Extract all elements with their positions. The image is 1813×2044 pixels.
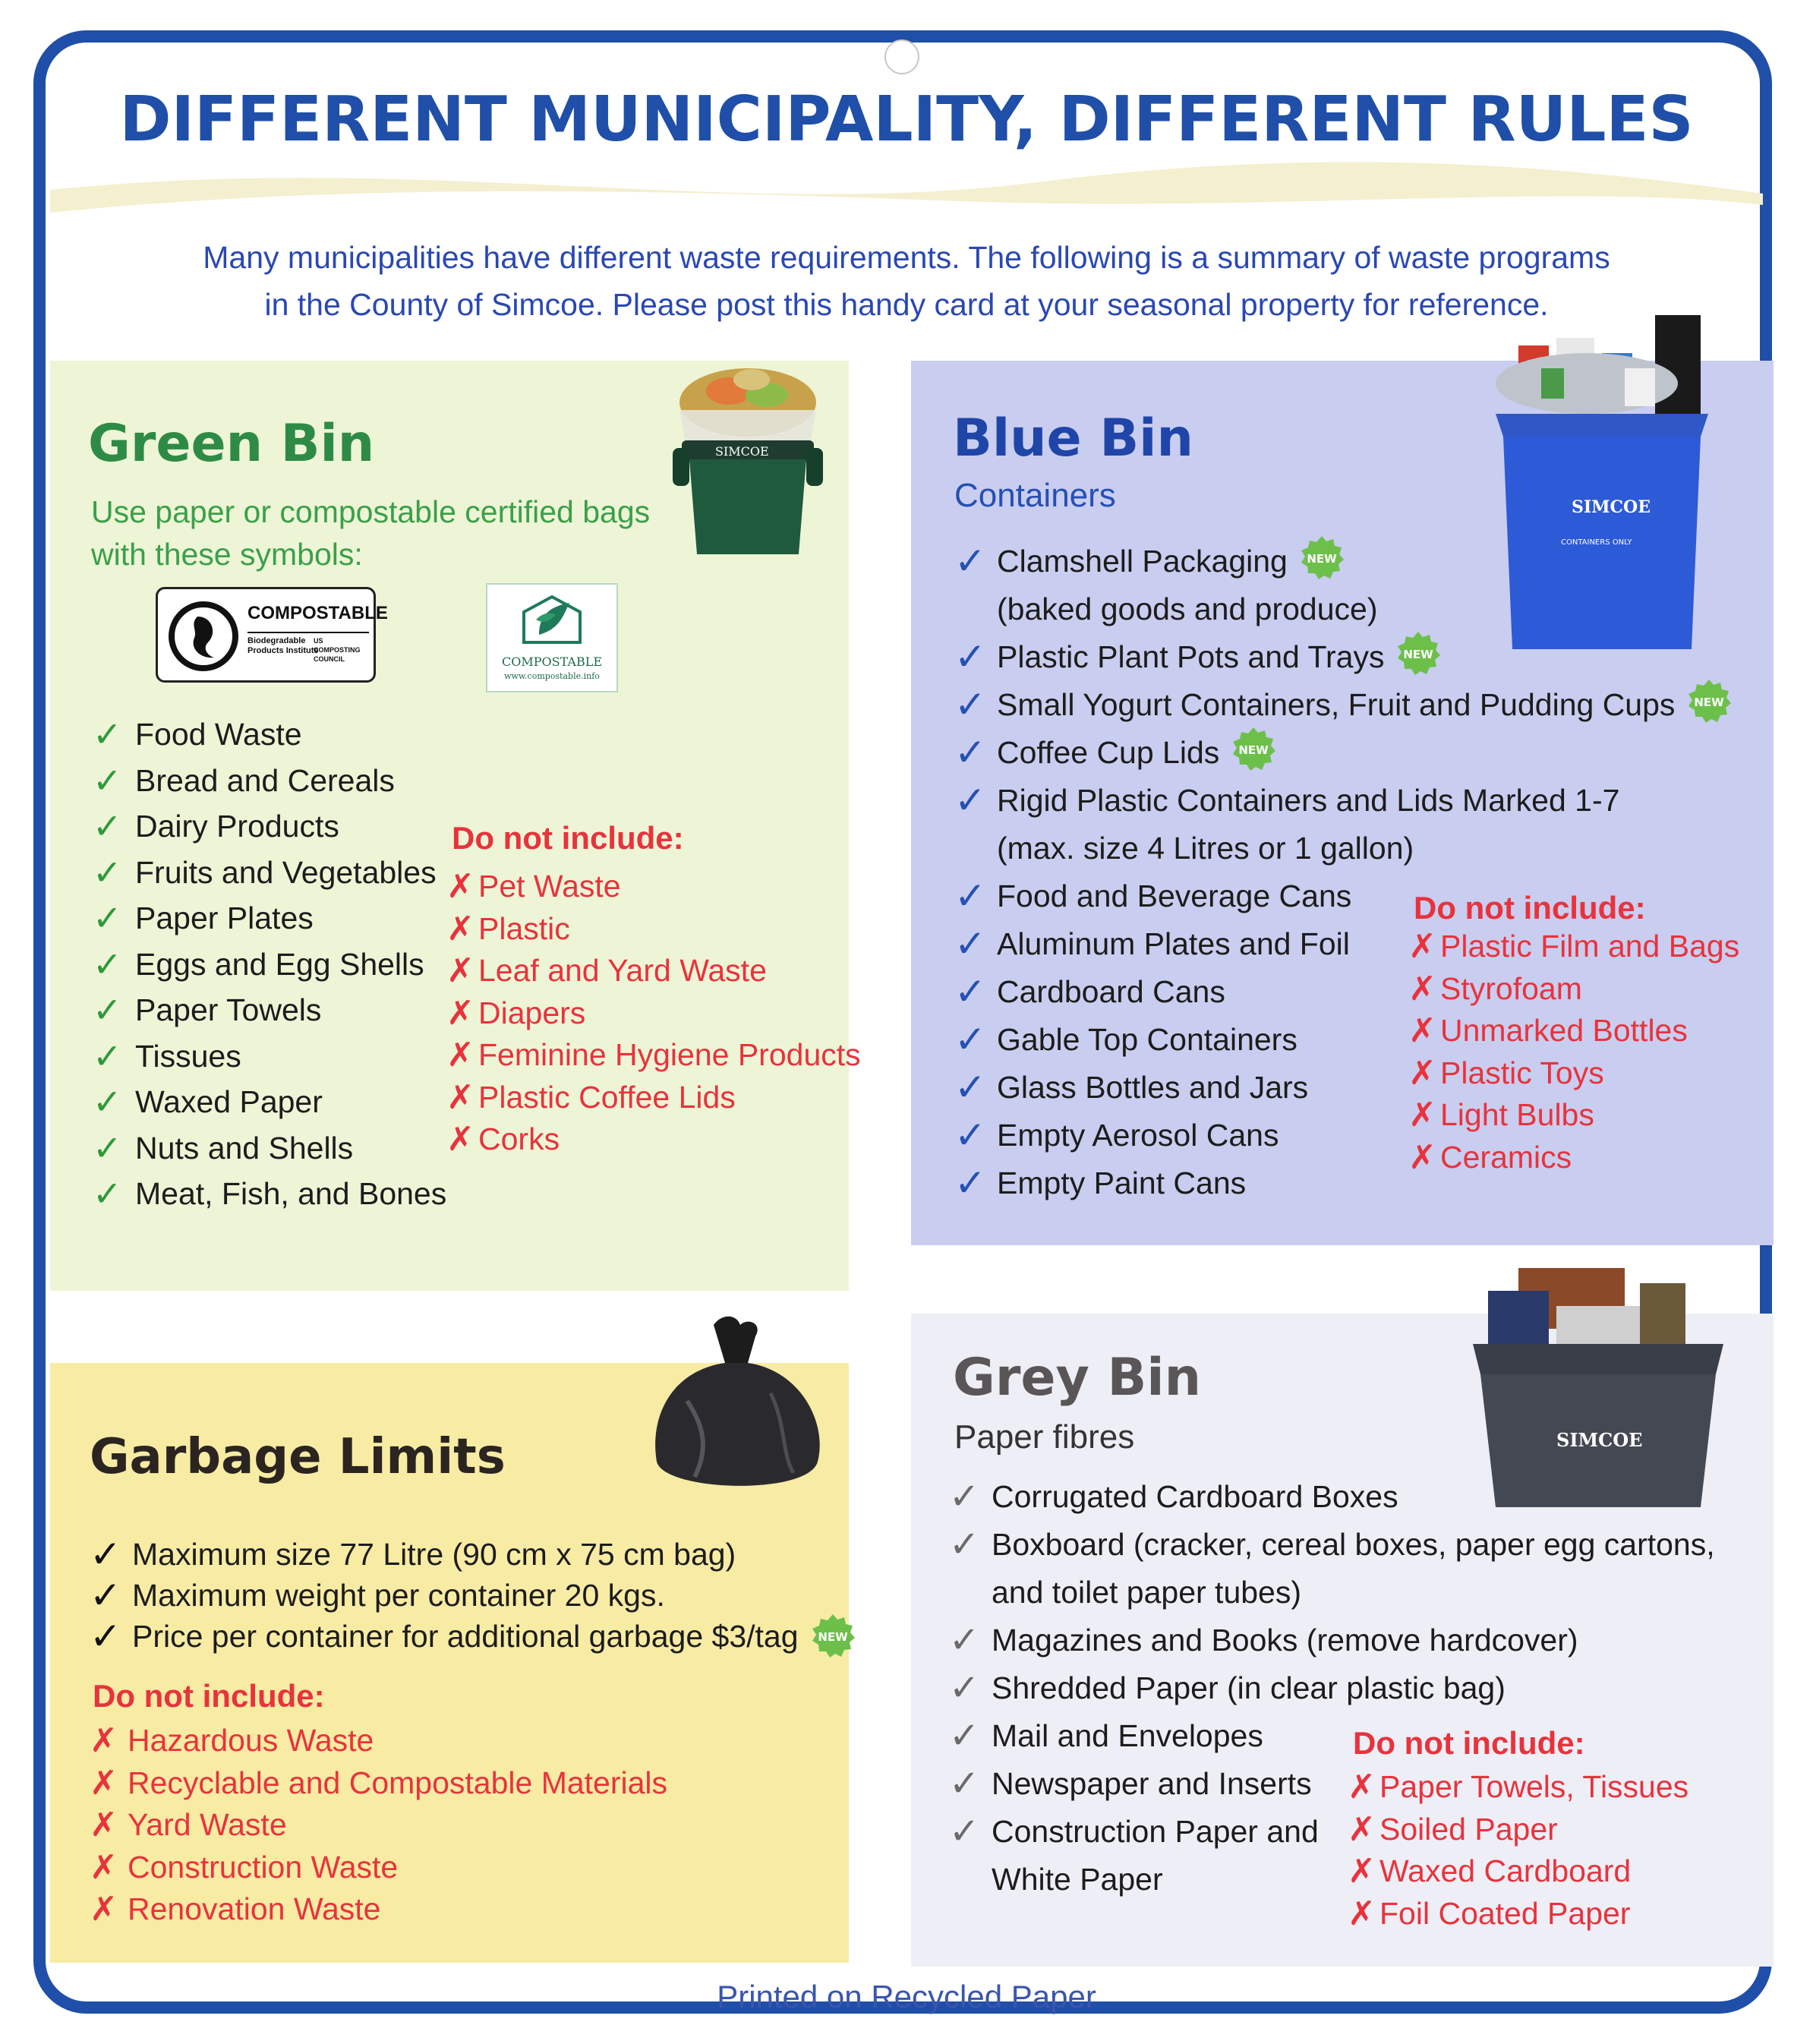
- blue-bin-include-item-text: Coffee Cup Lids: [997, 735, 1220, 770]
- blue-bin-exclude-item: [1408, 1137, 1739, 1179]
- grey-bin-exclude-item-text: Soiled Paper: [1379, 1811, 1558, 1847]
- svg-text:NEW: NEW: [817, 1630, 848, 1644]
- grey-bin-include-item-text: Construction Paper and: [992, 1814, 1319, 1849]
- blue-bin-include-item: [954, 681, 1733, 729]
- green-bin-exclude-item: [446, 908, 861, 951]
- green-bin-include-item-text: Waxed Paper: [135, 1084, 323, 1119]
- blue-bin-exclude-item: [1408, 1094, 1739, 1137]
- grey-bin-include-item: [949, 1617, 1715, 1664]
- blue-bin-include-item: [954, 585, 1733, 633]
- cross-mark-icon: ✗: [90, 1806, 118, 1844]
- check-mark-icon: ✓: [954, 875, 986, 917]
- cross-mark-icon: ✗: [446, 994, 475, 1032]
- blue-bin-include-item-text: Empty Paint Cans: [997, 1166, 1247, 1200]
- blue-bin-include-item-text: Aluminum Plates and Foil: [997, 926, 1350, 961]
- grey-bin-exclude-item-text: Foil Coated Paper: [1379, 1895, 1631, 1931]
- compostable-logo-bpi: [156, 587, 388, 683]
- compostable-swirl-icon: [167, 600, 240, 673]
- blue-bin-exclude-item-text: Light Bulbs: [1440, 1097, 1594, 1132]
- check-mark-icon: ✓: [93, 852, 122, 892]
- garbage-include-item: [90, 1616, 856, 1663]
- grey-bin-include-item: [949, 1521, 1715, 1569]
- check-mark-icon: ✓: [954, 636, 986, 678]
- green-bin-exclude-item-text: Diapers: [478, 995, 586, 1030]
- new-badge-icon: [1395, 630, 1442, 677]
- grey-bin-exclude-item: [1348, 1850, 1688, 1893]
- decorative-swoosh: [50, 159, 1763, 228]
- check-mark-icon: ✓: [949, 1716, 980, 1756]
- bpi-logo-subtext: [248, 636, 319, 656]
- grey-bin-include-item: [949, 1712, 1715, 1760]
- intro-line-1: Many municipalities have different waste requirements. The following is a summary of waste programs: [203, 240, 1610, 275]
- new-badge-icon: [1685, 678, 1733, 725]
- green-bin-include-item: [93, 1079, 446, 1125]
- garbage-exclude-item: [90, 1762, 667, 1805]
- green-bin-exclude-item: [446, 1118, 861, 1161]
- green-bin-include-list: [93, 711, 446, 1217]
- grey-bin-subtitle: Paper fibres: [954, 1418, 1135, 1456]
- grey-bin-label: SIMCOE: [1556, 1429, 1643, 1451]
- green-bin-include-item: [93, 942, 446, 988]
- green-bin-exclude-item-text: Corks: [478, 1121, 560, 1156]
- grey-bin-exclude-item-text: Paper Towels, Tissues: [1379, 1769, 1689, 1804]
- hanging-hole: [884, 39, 919, 74]
- green-bin-exclude-item: [446, 1077, 861, 1119]
- grey-bin-exclude-item: [1348, 1893, 1688, 1935]
- grey-bin-include-item-text: Newspaper and Inserts: [992, 1766, 1312, 1801]
- blue-bin-exclude-item: [1408, 926, 1739, 968]
- grey-bin-include-item-text: Corrugated Cardboard Boxes: [992, 1479, 1398, 1514]
- check-mark-icon: ✓: [954, 923, 986, 965]
- check-mark-icon: ✓: [949, 1620, 980, 1661]
- bpi-logo-sub2: Products Institute: [248, 646, 319, 655]
- blue-bin-subtitle: Containers: [954, 477, 1116, 514]
- garbage-include-item-text: Maximum weight per container 20 kgs.: [132, 1578, 665, 1613]
- garbage-exclude-item-text: Hazardous Waste: [128, 1723, 374, 1758]
- check-mark-icon: ✓: [93, 1128, 122, 1168]
- check-mark-icon: ✓: [954, 1066, 986, 1109]
- cross-mark-icon: ✗: [1408, 928, 1436, 965]
- check-mark-icon: ✓: [954, 1114, 986, 1156]
- blue-bin-include-item-text: Rigid Plastic Containers and Lids Marked 1-7: [997, 783, 1620, 818]
- svg-text:NEW: NEW: [1238, 743, 1269, 757]
- check-mark-icon: ✓: [949, 1812, 980, 1852]
- blue-bin-exclude-item-text: Plastic Toys: [1440, 1055, 1604, 1090]
- green-bin-subtitle-1: Use paper or compostable certified bags: [91, 494, 651, 529]
- check-mark-icon: ✓: [93, 806, 122, 846]
- cross-mark-icon: ✗: [1348, 1810, 1376, 1848]
- cross-mark-icon: ✗: [90, 1848, 118, 1886]
- svg-text:NEW: NEW: [1694, 696, 1725, 709]
- green-bin-subtitle-2: with these symbols:: [91, 537, 363, 572]
- blue-bin-sublabel: CONTAINERS ONLY: [1561, 538, 1632, 547]
- garbage-exclude-item: [90, 1720, 667, 1762]
- cross-mark-icon: ✗: [446, 1036, 475, 1074]
- blue-bin-exclude-list: [1408, 926, 1739, 1178]
- grey-bin-include-item: [949, 1664, 1715, 1712]
- green-bin-include-item: [93, 1125, 446, 1172]
- grey-bin-include-item: [949, 1569, 1715, 1617]
- bpi-logo-sub1: Biodegradable: [248, 636, 306, 645]
- garbage-exclude-item: [90, 1847, 667, 1889]
- cross-mark-icon: ✗: [90, 1764, 118, 1802]
- green-bin-exclude-list: [446, 866, 861, 1161]
- check-mark-icon: ✓: [954, 779, 986, 822]
- blue-bin-include-item: [954, 777, 1733, 825]
- cross-mark-icon: ✗: [1348, 1768, 1376, 1806]
- grey-bin-exclude-list: [1348, 1766, 1688, 1935]
- cross-mark-icon: ✗: [1408, 1054, 1436, 1092]
- blue-bin-exclude-item-text: Ceramics: [1440, 1139, 1572, 1175]
- blue-bin-include-item-text: Clamshell Packaging: [997, 544, 1288, 579]
- intro-text: [114, 234, 1699, 328]
- check-mark-icon: ✓: [93, 944, 122, 984]
- cross-mark-icon: ✗: [1408, 1138, 1436, 1176]
- green-bin-include-item-text: Eggs and Egg Shells: [135, 946, 424, 982]
- green-bin-include-item: [93, 895, 446, 942]
- check-mark-icon: ✓: [93, 898, 122, 938]
- svg-text:NEW: NEW: [1403, 648, 1434, 661]
- cross-mark-icon: ✗: [1348, 1853, 1376, 1890]
- grey-bin-exclude-item: [1348, 1766, 1688, 1809]
- green-bin-include-item-text: Fruits and Vegetables: [135, 854, 437, 890]
- green-bin-include-item-text: Food Waste: [135, 717, 302, 752]
- blue-bin-exclude-item: [1408, 1052, 1739, 1095]
- blue-bin-include-item: [954, 729, 1733, 777]
- compostable-info-title: COMPOSTABLE: [502, 655, 602, 669]
- garbage-exclude-item: [90, 1888, 667, 1931]
- check-mark-icon: ✓: [954, 683, 986, 726]
- garbage-exclude-item-text: Renovation Waste: [128, 1891, 381, 1926]
- green-bin-exclude-item: [446, 950, 861, 992]
- green-bin-include-item-text: Tissues: [135, 1038, 241, 1074]
- green-bin-dni-label: Do not include:: [452, 820, 684, 856]
- garbage-include-item-text: Maximum size 77 Litre (90 cm x 75 cm bag): [132, 1537, 736, 1572]
- blue-bin-include-item-text: (max. size 4 Litres or 1 gallon): [997, 831, 1414, 866]
- green-bin-include-item: [93, 711, 446, 758]
- check-mark-icon: ✓: [949, 1764, 980, 1804]
- blue-bin-include-item: [954, 633, 1733, 681]
- new-badge-icon: [1298, 535, 1345, 582]
- blue-bin-include-item-text: Cardboard Cans: [997, 974, 1225, 1009]
- green-bin-include-item: [93, 987, 446, 1033]
- new-badge-icon: [809, 1613, 856, 1660]
- check-mark-icon: ✓: [954, 1162, 986, 1204]
- grey-bin-include-item-text: Boxboard (cracker, cereal boxes, paper egg cartons,: [992, 1527, 1715, 1562]
- check-mark-icon: ✓: [93, 1036, 122, 1076]
- check-mark-icon: ✓: [90, 1615, 121, 1658]
- check-mark-icon: ✓: [93, 1174, 122, 1213]
- cross-mark-icon: ✗: [1408, 1012, 1436, 1049]
- green-bin-exclude-item: [446, 866, 861, 908]
- garbage-include-item-text: Price per container for additional garbage $3/tag: [132, 1619, 799, 1654]
- green-bin-include-item: [93, 758, 446, 804]
- green-bin-include-item-text: Paper Plates: [135, 901, 314, 935]
- green-bin-exclude-item: [446, 992, 861, 1035]
- green-bin-include-item-text: Bread and Cereals: [135, 762, 395, 798]
- blue-bin-exclude-item-text: Styrofoam: [1440, 970, 1582, 1006]
- garbage-dni-label: Do not include:: [93, 1678, 325, 1714]
- check-mark-icon: ✓: [90, 1574, 121, 1617]
- grey-bin-include-item: [949, 1473, 1715, 1521]
- grey-bin-heading: Grey Bin: [953, 1348, 1202, 1408]
- footer-note: Printed on Recycled Paper: [717, 1979, 1096, 2014]
- blue-bin-heading: Blue Bin: [953, 408, 1193, 468]
- blue-bin-include-item: [954, 538, 1733, 585]
- check-mark-icon: ✓: [949, 1668, 980, 1708]
- grey-bin-include-item-text: and toilet paper tubes): [992, 1575, 1301, 1610]
- check-mark-icon: ✓: [93, 990, 122, 1030]
- cross-mark-icon: ✗: [1408, 1096, 1436, 1134]
- blue-bin-include-item-text: Glass Bottles and Jars: [997, 1070, 1309, 1105]
- garbage-include-item: [90, 1575, 856, 1616]
- bpi-logo-sub3: US COMPOSTING COUNCIL: [314, 637, 361, 663]
- blue-bin-include-item-text: Small Yogurt Containers, Fruit and Pudding Cups: [997, 687, 1676, 722]
- compostable-leaf-icon: [516, 589, 588, 650]
- blue-bin-exclude-item: [1408, 968, 1739, 1011]
- blue-bin-include-item-text: Empty Aerosol Cans: [997, 1118, 1279, 1153]
- cross-mark-icon: ✗: [446, 1121, 475, 1158]
- garbage-limits-include-list: [90, 1534, 856, 1663]
- green-bin-exclude-item: [446, 1034, 861, 1077]
- page-title: DIFFERENT MUNICIPALITY, DIFFERENT RULES: [119, 84, 1694, 156]
- check-mark-icon: ✓: [949, 1525, 980, 1565]
- garbage-exclude-item: [90, 1804, 667, 1847]
- check-mark-icon: ✓: [954, 1018, 986, 1061]
- green-bin-exclude-item-text: Plastic: [478, 910, 570, 946]
- blue-bin-exclude-item: [1408, 1010, 1739, 1052]
- check-mark-icon: ✓: [93, 714, 122, 754]
- green-bin-include-item: [93, 1033, 446, 1080]
- cross-mark-icon: ✗: [446, 910, 475, 948]
- cross-mark-icon: ✗: [90, 1891, 118, 1928]
- blue-bin-include-item-text: (baked goods and produce): [997, 591, 1378, 626]
- green-bin-include-item: [93, 1171, 446, 1217]
- bpi-logo-title: COMPOSTABLE: [248, 603, 388, 623]
- cross-mark-icon: ✗: [446, 1078, 475, 1116]
- check-mark-icon: ✓: [93, 1082, 122, 1121]
- intro-line-2: in the County of Simcoe. Please post this handy card at your seasonal property for reference.: [264, 287, 1549, 322]
- check-mark-icon: ✓: [954, 540, 986, 582]
- green-bin-include-item-text: Dairy Products: [135, 809, 339, 844]
- blue-bin-include-item: [954, 825, 1733, 872]
- svg-text:NEW: NEW: [1307, 552, 1337, 566]
- blue-bin-exclude-item-text: Unmarked Bottles: [1440, 1013, 1688, 1048]
- green-bin-exclude-item-text: Feminine Hygiene Products: [478, 1037, 861, 1072]
- grey-bin-include-item-text: Magazines and Books (remove hardcover): [992, 1623, 1578, 1658]
- grey-bin-exclude-item-text: Waxed Cardboard: [1379, 1853, 1632, 1888]
- green-bin-exclude-item-text: Leaf and Yard Waste: [478, 953, 767, 988]
- green-bin-include-item-text: Nuts and Shells: [135, 1130, 354, 1166]
- grey-bin-exclude-item: [1348, 1809, 1688, 1851]
- green-bin-exclude-item-text: Plastic Coffee Lids: [478, 1079, 736, 1115]
- grey-bin-include-item-text: White Paper: [992, 1862, 1163, 1897]
- green-bin-exclude-item-text: Pet Waste: [478, 869, 621, 904]
- blue-bin-exclude-item-text: Plastic Film and Bags: [1440, 929, 1740, 964]
- green-bin-heading: Green Bin: [88, 414, 375, 474]
- green-bin-label: SIMCOE: [715, 444, 769, 459]
- bpi-logo-divider: [248, 632, 369, 633]
- blue-bin-include-item-text: Gable Top Containers: [997, 1022, 1297, 1057]
- blue-bin-label: SIMCOE: [1572, 497, 1651, 517]
- grey-bin-include-item-text: Mail and Envelopes: [992, 1718, 1263, 1753]
- blue-bin-include-item-text: Food and Beverage Cans: [997, 878, 1352, 913]
- cross-mark-icon: ✗: [1408, 970, 1436, 1008]
- cross-mark-icon: ✗: [90, 1722, 118, 1759]
- garbage-limits-heading: Garbage Limits: [90, 1429, 506, 1485]
- grey-bin-dni-label: Do not include:: [1353, 1725, 1585, 1761]
- green-bin-include-item: [93, 850, 446, 896]
- check-mark-icon: ✓: [954, 731, 986, 774]
- blue-bin-include-item-text: Plastic Plant Pots and Trays: [997, 639, 1385, 674]
- new-badge-icon: [1230, 726, 1277, 773]
- green-bin-include-item: [93, 803, 446, 850]
- cross-mark-icon: ✗: [1348, 1894, 1376, 1932]
- garbage-exclude-item-text: Construction Waste: [128, 1849, 399, 1885]
- garbage-exclude-item-text: Recyclable and Compostable Materials: [128, 1765, 668, 1800]
- garbage-exclude-list: [90, 1720, 667, 1931]
- cross-mark-icon: ✗: [446, 952, 475, 989]
- compostable-info-url: www.compostable.info: [504, 671, 600, 681]
- check-mark-icon: ✓: [93, 760, 122, 800]
- check-mark-icon: ✓: [954, 970, 986, 1013]
- check-mark-icon: ✓: [90, 1533, 121, 1576]
- garbage-exclude-item-text: Yard Waste: [128, 1807, 287, 1842]
- green-bin-include-item-text: Meat, Fish, and Bones: [135, 1176, 447, 1211]
- cross-mark-icon: ✗: [446, 868, 475, 905]
- check-mark-icon: ✓: [949, 1477, 980, 1517]
- green-bin-image: [668, 349, 828, 562]
- garbage-include-item: [90, 1534, 856, 1575]
- compostable-logo-info: [486, 583, 618, 692]
- blue-bin-dni-label: Do not include:: [1414, 890, 1646, 926]
- grey-bin-include-item-text: Shredded Paper (in clear plastic bag): [992, 1670, 1506, 1705]
- green-bin-include-item-text: Paper Towels: [135, 992, 322, 1027]
- garbage-bag-image: [642, 1310, 831, 1500]
